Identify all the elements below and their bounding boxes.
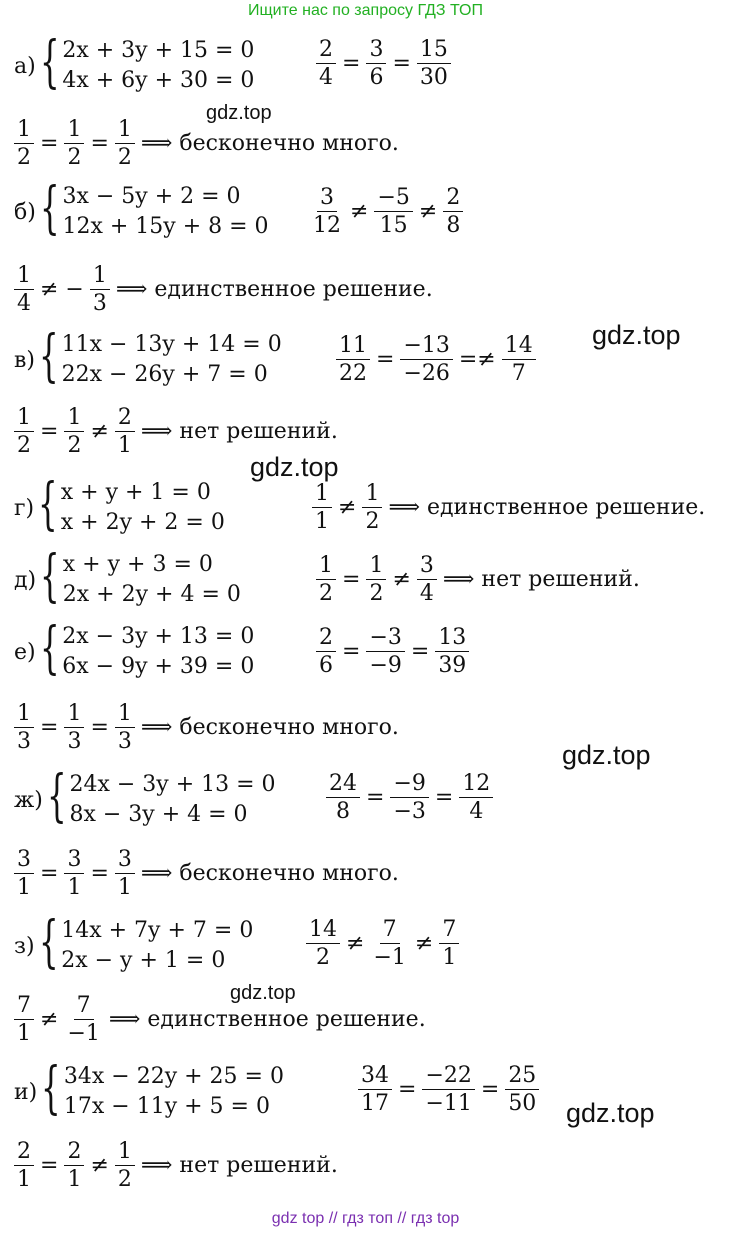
equation-2: x + 2y + 2 = 0: [60, 510, 225, 535]
numerator: 2: [14, 1138, 34, 1166]
fraction: [422, 1062, 474, 1117]
system: [45, 764, 276, 830]
numerator: 1: [312, 480, 332, 508]
denominator: 50: [508, 1091, 537, 1116]
fraction: [64, 404, 84, 459]
denominator: 1: [67, 1167, 82, 1192]
operator: =: [376, 347, 395, 372]
denominator: 4: [319, 65, 333, 90]
denominator: 3: [117, 729, 132, 754]
denominator: 1: [117, 433, 132, 458]
numerator: 25: [505, 1062, 539, 1090]
watermark: gdz.top: [566, 1098, 655, 1128]
fraction: [310, 184, 344, 239]
numerator: 3: [115, 846, 135, 874]
conclusion-text: ⟹ бесконечно много.: [140, 715, 399, 740]
equation-system: [61, 916, 253, 976]
operator: =: [90, 131, 109, 156]
conclusion-text: ⟹ нет решений.: [140, 419, 338, 444]
watermark: gdz.top: [562, 740, 651, 770]
numerator: 3: [317, 184, 337, 212]
system: [38, 616, 255, 682]
equation-2: 12x + 15y + 8 = 0: [62, 214, 269, 239]
system: [38, 176, 269, 242]
numerator: 2: [115, 404, 135, 432]
ratio-z: [304, 916, 461, 971]
conclusion-z: [12, 992, 426, 1047]
item-label: з): [14, 933, 35, 959]
operator: =: [366, 785, 385, 810]
conclusion-text: ⟹ нет решений.: [442, 567, 640, 592]
equation-system: [63, 550, 241, 610]
denominator: 2: [17, 433, 31, 458]
numerator: 1: [64, 404, 84, 432]
numerator: 1: [316, 552, 336, 580]
numerator: 1: [90, 262, 110, 290]
fraction: [366, 552, 386, 607]
denominator: 4: [469, 799, 484, 824]
fraction: [64, 1138, 84, 1193]
equation-2: 2x − y + 1 = 0: [61, 948, 226, 973]
denominator: 3: [17, 729, 31, 754]
fraction: [326, 770, 360, 825]
numerator: 3: [417, 552, 437, 580]
operator: ≠ −: [40, 277, 84, 302]
numerator: −22: [422, 1062, 474, 1090]
ratio-d: [314, 552, 640, 607]
denominator: 2: [67, 145, 82, 170]
fraction: [14, 116, 34, 171]
ratio-g: [310, 480, 705, 535]
fraction: [502, 332, 536, 387]
denominator: 1: [315, 509, 329, 534]
fraction: [115, 404, 135, 459]
fraction: [417, 36, 451, 91]
numerator: 1: [14, 116, 34, 144]
equation-1: 34x − 22y + 25 = 0: [63, 1064, 284, 1089]
denominator: 1: [117, 875, 132, 900]
fraction: [306, 916, 340, 971]
system-zh: [14, 764, 276, 830]
item-label: и): [14, 1079, 38, 1105]
fraction: [90, 262, 110, 317]
operator: =: [342, 51, 361, 76]
search-banner[interactable]: Ищите нас по запросу ГДЗ ТОП: [248, 2, 483, 19]
operator: =: [40, 1153, 59, 1178]
fraction: [505, 1062, 539, 1117]
equation-1: 3x − 5y + 2 = 0: [62, 184, 241, 209]
equation-system: [69, 770, 275, 830]
system: [39, 1056, 284, 1122]
system: [38, 30, 255, 96]
denominator: 2: [17, 145, 31, 170]
operator: ≠: [350, 199, 369, 224]
numerator: 1: [14, 700, 34, 728]
operator: =: [40, 861, 59, 886]
conclusion-text: ⟹ единственное решение.: [108, 1007, 426, 1032]
denominator: 30: [419, 65, 448, 90]
denominator: 15: [379, 213, 408, 238]
item-label: е): [14, 639, 36, 665]
fraction: [64, 700, 84, 755]
fraction: [14, 404, 34, 459]
denominator: 1: [17, 875, 31, 900]
operator: =: [90, 861, 109, 886]
system-a: [14, 30, 255, 96]
equation-1: 24x − 3y + 13 = 0: [69, 772, 276, 797]
system-v: [14, 324, 282, 390]
operator: =: [342, 567, 361, 592]
numerator: 1: [115, 116, 135, 144]
denominator: 6: [319, 653, 333, 678]
brace: {: [46, 764, 67, 829]
fraction: [459, 770, 493, 825]
footer-links[interactable]: gdz top // гдз топ // гдз top: [271, 1210, 460, 1227]
operator: ≠: [418, 199, 438, 224]
numerator: 14: [306, 916, 340, 944]
fraction: [374, 184, 412, 239]
numerator: −13: [400, 332, 452, 360]
numerator: 1: [14, 404, 34, 432]
conclusion-text: ⟹ бесконечно много.: [140, 861, 399, 886]
ratio-b: [308, 184, 465, 239]
operator: =: [392, 51, 411, 76]
fraction: [435, 624, 469, 679]
fraction: [312, 480, 332, 535]
conclusion-a: [12, 116, 399, 171]
brace: {: [38, 324, 59, 389]
conclusion-b: [12, 262, 433, 317]
denominator: 1: [442, 945, 457, 970]
brace: {: [38, 910, 59, 975]
equation-2: 22x − 26y + 7 = 0: [61, 362, 268, 387]
equation-2: 6x − 9y + 39 = 0: [62, 654, 255, 679]
equation-2: 4x + 6y + 30 = 0: [62, 68, 255, 93]
equation-1: 14x + 7y + 7 = 0: [61, 918, 254, 943]
denominator: 2: [67, 433, 82, 458]
fraction: [316, 552, 336, 607]
fraction: [14, 1138, 34, 1193]
ratio-e: [314, 624, 471, 679]
conclusion-text: ⟹ единственное решение.: [388, 495, 706, 520]
fraction: [14, 700, 34, 755]
numerator: 2: [316, 624, 336, 652]
denominator: −3: [393, 799, 426, 824]
operator: =: [480, 1077, 500, 1102]
numerator: 2: [443, 184, 463, 212]
system-i: [14, 1056, 284, 1122]
operator: =: [40, 715, 59, 740]
ratio-i: [356, 1062, 541, 1117]
numerator: 3: [64, 846, 84, 874]
watermark: gdz.top: [230, 982, 296, 1004]
equation-1: x + y + 1 = 0: [60, 480, 211, 505]
numerator: 24: [326, 770, 360, 798]
numerator: −3: [366, 624, 404, 652]
equation-2: 8x − 3y + 4 = 0: [69, 802, 248, 827]
watermark: gdz.top: [250, 452, 339, 482]
equation-system: [62, 622, 254, 682]
denominator: 3: [67, 729, 82, 754]
ratio-a: [314, 36, 453, 91]
numerator: 1: [14, 262, 34, 290]
equation-1: 2x − 3y + 13 = 0: [62, 624, 255, 649]
item-label: а): [14, 53, 36, 79]
system: [37, 324, 282, 390]
operator: ≠: [90, 1153, 109, 1178]
brace: {: [39, 616, 60, 681]
equation-system: [62, 330, 282, 390]
system: [36, 472, 225, 538]
brace: {: [41, 1056, 61, 1121]
denominator: 12: [313, 213, 341, 238]
numerator: 3: [366, 36, 386, 64]
denominator: 2: [316, 945, 330, 970]
brace: {: [39, 176, 60, 241]
item-label: д): [14, 567, 37, 593]
operator: =: [434, 785, 454, 810]
numerator: 2: [64, 1138, 84, 1166]
denominator: 8: [446, 213, 461, 238]
denominator: 2: [365, 509, 380, 534]
denominator: 6: [369, 65, 384, 90]
denominator: 8: [336, 799, 350, 824]
equation-system: [61, 478, 225, 538]
fraction: [362, 480, 382, 535]
conclusion-i: [12, 1138, 338, 1193]
equation-2: 17x − 11y + 5 = 0: [63, 1094, 270, 1119]
denominator: −26: [403, 361, 450, 386]
item-label: г): [14, 495, 35, 521]
numerator: 14: [502, 332, 536, 360]
equation-system: [62, 36, 254, 96]
equation-system: [62, 182, 268, 242]
fraction: [439, 916, 459, 971]
operator: =≠: [458, 347, 496, 372]
fraction: [115, 1138, 135, 1193]
numerator: −9: [390, 770, 428, 798]
system-d: [14, 544, 241, 610]
operator: =: [410, 639, 430, 664]
denominator: 2: [369, 581, 384, 606]
numerator: −5: [374, 184, 412, 212]
numerator: 2: [316, 36, 336, 64]
fraction: [417, 552, 437, 607]
numerator: 3: [14, 846, 34, 874]
operator: ≠: [90, 419, 109, 444]
numerator: 7: [439, 916, 459, 944]
operator: ≠: [40, 1007, 59, 1032]
equation-1: 2x + 3y + 15 = 0: [62, 38, 255, 63]
denominator: 3: [92, 291, 107, 316]
equation-1: 11x − 13y + 14 = 0: [61, 332, 282, 357]
ratio-v: [334, 332, 538, 387]
denominator: 4: [17, 291, 31, 316]
denominator: 7: [511, 361, 526, 386]
system-z: [14, 910, 254, 976]
denominator: 4: [419, 581, 434, 606]
fraction: [316, 36, 336, 91]
denominator: 39: [438, 653, 467, 678]
fraction: [14, 262, 34, 317]
numerator: 34: [358, 1062, 392, 1090]
numerator: 15: [417, 36, 451, 64]
denominator: −1: [373, 945, 406, 970]
numerator: 1: [64, 700, 84, 728]
denominator: 17: [361, 1091, 389, 1116]
brace: {: [39, 30, 60, 95]
ratio-zh: [324, 770, 495, 825]
fraction: [400, 332, 452, 387]
denominator: −9: [369, 653, 402, 678]
brace: {: [38, 472, 58, 537]
equation-system: [64, 1062, 284, 1122]
system-b: [14, 176, 269, 242]
operator: =: [342, 639, 361, 664]
denominator: −1: [67, 1021, 100, 1046]
numerator: 7: [74, 992, 94, 1020]
conclusion-text: ⟹ единственное решение.: [115, 277, 433, 302]
operator: ≠: [414, 931, 434, 956]
numerator: 1: [366, 552, 386, 580]
fraction: [443, 184, 463, 239]
fraction: [366, 624, 404, 679]
item-label: в): [14, 347, 35, 373]
conclusion-text: ⟹ бесконечно много.: [140, 131, 399, 156]
fraction: [64, 992, 102, 1047]
operator: ≠: [338, 495, 357, 520]
operator: ≠: [346, 931, 365, 956]
fraction: [316, 624, 336, 679]
watermark: gdz.top: [592, 320, 681, 350]
numerator: 7: [14, 992, 34, 1020]
operator: =: [398, 1077, 417, 1102]
numerator: 1: [115, 700, 135, 728]
conclusion-v: [12, 404, 338, 459]
denominator: 2: [319, 581, 333, 606]
operator: ≠: [392, 567, 411, 592]
system: [38, 544, 241, 610]
item-label: ж): [14, 787, 43, 813]
conclusion-text: ⟹ нет решений.: [140, 1153, 338, 1178]
fraction: [390, 770, 428, 825]
fraction: [115, 846, 135, 901]
equation-1: x + y + 3 = 0: [62, 552, 213, 577]
system-g: [14, 472, 225, 538]
denominator: 1: [67, 875, 82, 900]
fraction: [115, 700, 135, 755]
fraction: [358, 1062, 392, 1117]
denominator: 1: [17, 1167, 31, 1192]
denominator: −11: [425, 1091, 472, 1116]
numerator: 1: [362, 480, 382, 508]
system-e: [14, 616, 255, 682]
fraction: [64, 116, 84, 171]
item-label: б): [14, 199, 36, 225]
denominator: 2: [117, 1167, 132, 1192]
numerator: 11: [336, 332, 370, 360]
operator: =: [90, 715, 109, 740]
fraction: [115, 116, 135, 171]
equation-2: 2x + 2y + 4 = 0: [62, 582, 241, 607]
conclusion-e: [12, 700, 399, 755]
fraction: [14, 846, 34, 901]
denominator: 22: [339, 361, 367, 386]
denominator: 1: [17, 1021, 31, 1046]
operator: =: [40, 419, 59, 444]
brace: {: [40, 544, 60, 609]
conclusion-zh: [12, 846, 399, 901]
numerator: 7: [380, 916, 400, 944]
numerator: 1: [115, 1138, 135, 1166]
fraction: [64, 846, 84, 901]
system: [37, 910, 254, 976]
watermark: gdz.top: [206, 102, 272, 124]
numerator: 1: [64, 116, 84, 144]
fraction: [14, 992, 34, 1047]
operator: =: [40, 131, 59, 156]
numerator: 13: [435, 624, 469, 652]
denominator: 2: [117, 145, 132, 170]
numerator: 12: [459, 770, 493, 798]
fraction: [370, 916, 408, 971]
fraction: [366, 36, 386, 91]
fraction: [336, 332, 370, 387]
